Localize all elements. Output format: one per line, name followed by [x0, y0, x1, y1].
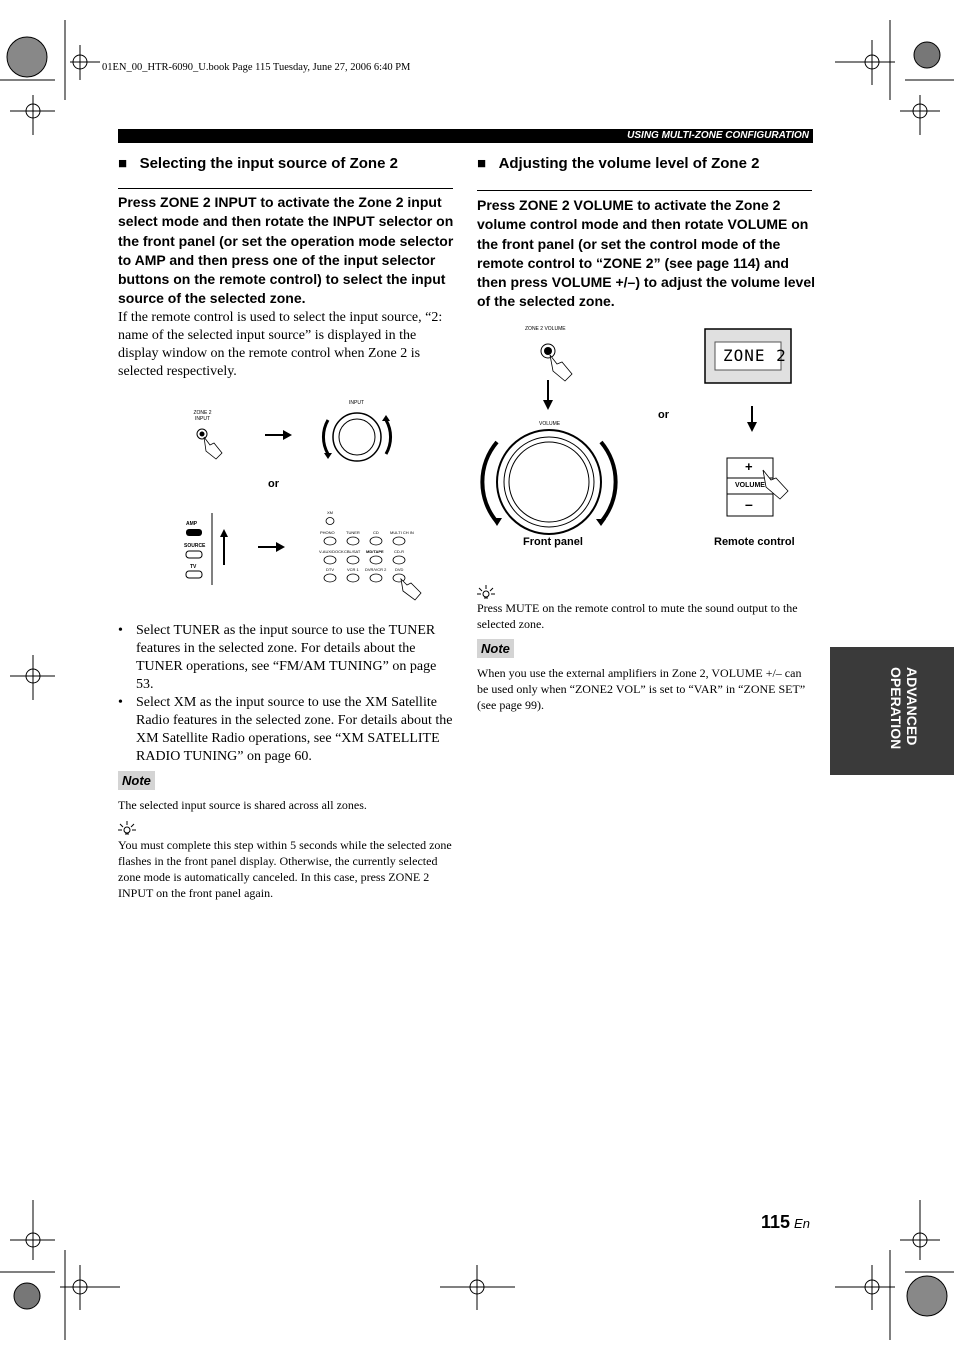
tip-icon — [118, 820, 136, 836]
right-or-label: or — [658, 409, 669, 421]
page-language: En — [794, 1216, 810, 1231]
input-knob-label: INPUT — [349, 400, 364, 406]
note-badge: Note — [477, 639, 514, 658]
right-tip-text: Press MUTE on the remote control to mute the sound output to the selected zone. — [477, 601, 798, 631]
zone2-input-label: ZONE 2 INPUT — [193, 410, 212, 422]
right-note-text: When you use the external amplifiers in Zone 2, VOLUME +/– can be used only when “ZONE2 VOL” is set to “VAR” in “ZONE SET” (see page 99). — [477, 666, 806, 712]
chapter-side-tab-label: ADVANCED OPERATION — [888, 667, 920, 750]
front-panel-caption: Front panel — [523, 536, 583, 548]
list-item: • Select XM as the input source to use the XM Satellite Radio features in the selected zone. For details about the XM Satellite Radio operations, see “XM SATELLITE RADIO TUNING” on page 60. — [118, 694, 453, 766]
left-instruction: Press ZONE 2 INPUT to activate the Zone 2 input select mode and then rotate the INPUT selector on the front panel (or set the operation mode selector to AMP and then press one of the input selector buttons on the remote control) to select the input source of the selected zone. — [118, 194, 454, 307]
zone2-input-figure — [180, 395, 450, 610]
remote-key-label: CBL/SAT — [344, 549, 361, 554]
right-instruction: Press ZONE 2 VOLUME to activate the Zone 2 volume control mode and then rotate VOLUME on the front panel (or set the control mode of the remote control to “ZONE 2” (see page 114) and then press VOLUME +/–) to adjust the volume level of the selected zone. — [477, 197, 816, 310]
remote-key-label: PHONO — [320, 530, 335, 535]
left-body-text: If the remote control is used to select the input source, “2: name of the selected input source” is displayed in the display window on the remote control when Zone 2 is selected respectively. — [118, 310, 443, 379]
left-note-text: The selected input source is shared across all zones. — [118, 798, 367, 812]
remote-key-label: CD — [373, 530, 379, 535]
square-bullet-icon: ■ — [118, 155, 140, 172]
list-item: • Select TUNER as the input source to use the TUNER features in the selected zone. For details about the TUNER operations, see “FM/AM TUNING” on page 53. — [118, 622, 453, 694]
right-title-rule — [477, 190, 812, 191]
note-badge: Note — [118, 771, 155, 790]
left-title-rule — [118, 188, 453, 189]
remote-key-label: MD/TAPE — [366, 549, 384, 554]
square-bullet-icon: ■ — [477, 155, 499, 172]
remote-key-label: DVR/VCR 2 — [365, 567, 387, 572]
source-label: SOURCE — [184, 543, 206, 549]
tip-icon — [477, 584, 495, 600]
left-or-label: or — [268, 478, 279, 490]
page-number-block — [761, 1212, 810, 1233]
remote-key-label: TUNER — [346, 530, 360, 535]
amp-label: AMP — [186, 521, 198, 527]
section-header-bar — [118, 129, 813, 143]
section-header-text: USING MULTI-ZONE CONFIGURATION — [627, 130, 809, 141]
left-tip-text: You must complete this step within 5 seconds while the selected zone flashes in the front panel display. Otherwise, the currently selected zone mode is automatically canceled. In this case, press ZONE 2 INPUT on the front panel again. — [118, 838, 452, 900]
remote-key-label: DTV — [326, 567, 334, 572]
page-number: 115 — [761, 1212, 791, 1232]
zone2-input-diagram — [180, 395, 450, 610]
chapter-side-tab — [830, 647, 954, 775]
volume-plus-label: + — [745, 459, 753, 474]
volume-minus-label: – — [745, 496, 753, 512]
zone2-volume-label: ZONE 2 VOLUME — [525, 326, 566, 332]
remote-volume-label: VOLUME — [735, 482, 765, 489]
remote-key-label: DVD — [395, 567, 404, 572]
remote-key-label: MULTI CH IN — [390, 530, 414, 535]
display-text: ZONE 2 — [723, 346, 787, 365]
remote-key-label: V-AUX/DOCK — [319, 549, 344, 554]
volume-knob-label: VOLUME — [539, 421, 561, 427]
xm-button-label: XM — [327, 510, 333, 515]
bullet-list — [118, 622, 453, 766]
remote-key-label: CD-R — [394, 549, 404, 554]
remote-key-label: VCR 1 — [347, 567, 359, 572]
tv-label: TV — [190, 564, 197, 570]
book-info: 01EN_00_HTR-6090_U.book Page 115 Tuesday, June 27, 2006 6:40 PM — [102, 62, 411, 73]
left-section-title: ■ Selecting the input source of Zone 2 — [118, 155, 398, 172]
zone2-volume-figure — [477, 322, 817, 557]
remote-control-caption: Remote control — [714, 536, 795, 548]
right-section-title: ■ Adjusting the volume level of Zone 2 — [477, 155, 760, 172]
